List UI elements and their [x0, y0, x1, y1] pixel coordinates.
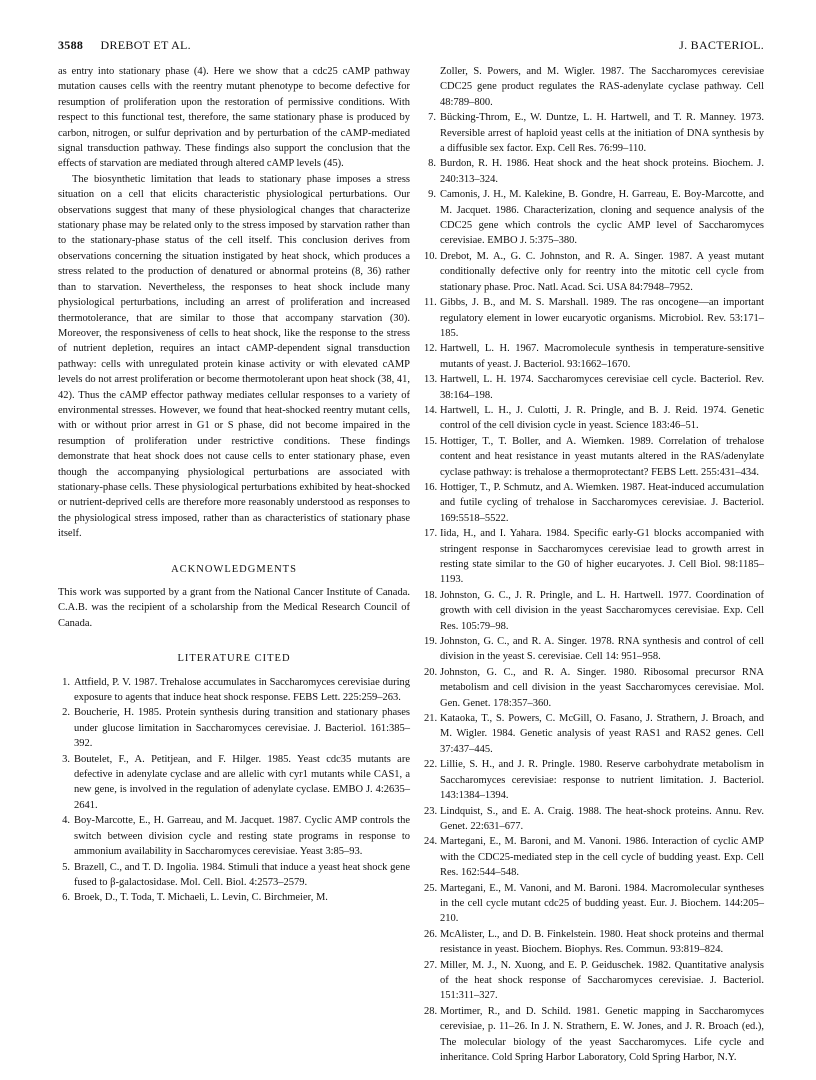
- reference-entry: 28. Mortimer, R., and D. Schild. 1981. Genetic mapping in Saccharomyces cerevisiae, p. 11–26. In J. N. Strathern, E. W. Jones, and J. R. Broach (ed.), The molecular biology of the yeast Saccharomyces. Life cycle and inheritance. Cold Spring Harbor Laboratory, Cold Spring Harbor, N.Y.: [424, 1005, 764, 1063]
- reference-entry: 9. Camonis, J. H., M. Kalekine, B. Gondre, H. Garreau, E. Boy-Marcotte, and M. Jacquet. 1986. Characterization, cloning and sequence analysis of the CDC25 gene which controls the cyclic AMP level of Saccharomyces cerevisiae. EMBO J. 5:375–380.: [428, 189, 764, 247]
- running-header-left: [58, 38, 191, 53]
- reference-entry: 10. Drebot, M. A., G. C. Johnston, and R. A. Singer. 1987. A yeast mutant conditionally defective only for reentry into the mitotic cell cycle from stationary phase. Proc. Natl. Acad. Sci. USA 84:7948–7952.: [424, 250, 764, 293]
- reference-entry: 17. Iida, H., and I. Yahara. 1984. Specific early-G1 blocks accompanied with stringent response in Saccharomyces cerevisiae lead to growth arrest in resting state similar to the G0 of higher eucaryotes. J. Cell Biol. 98:1185–1193.: [424, 528, 764, 586]
- reference-entry: 13. Hartwell, L. H. 1974. Saccharomyces cerevisiae cell cycle. Bacteriol. Rev. 38:164–198.: [424, 374, 764, 401]
- reference-entry: 23. Lindquist, S., and E. A. Craig. 1988. The heat-shock proteins. Annu. Rev. Genet. 22:631–677.: [424, 805, 764, 832]
- reference-entry: 14. Hartwell, L. H., J. Culotti, J. R. Pringle, and B. J. Reid. 1974. Genetic control of the cell division cycle in yeast. Science 183:46–51.: [424, 404, 764, 432]
- reference-entry: 6. Broek, D., T. Toda, T. Michaeli, L. Levin, C. Birchmeier, M.: [62, 892, 328, 904]
- reference-entry: 18. Johnston, G. C., J. R. Pringle, and L. H. Hartwell. 1977. Coordination of growth with cell division in the yeast Saccharomyces cerevisiae. Exp. Cell Res. 105:79–98.: [424, 589, 764, 632]
- left-column: [58, 64, 410, 906]
- reference-entry: 2. Boucherie, H. 1985. Protein synthesis during transition and stationary phases under glucose limitation in Saccharomyces cerevisiae. J. Bacteriol. 161:385–392.: [62, 707, 410, 750]
- reference-list-left: [58, 675, 410, 906]
- reference-entry: 16. Hottiger, T., P. Schmutz, and A. Wiemken. 1987. Heat-induced accumulation and futile cycling of trehalose in Saccharomyces cerevisiae. J. Bacteriol. 169:5518–5522.: [424, 481, 764, 524]
- reference-entry: 7. Bücking-Throm, E., W. Duntze, L. H. Hartwell, and T. R. Manney. 1973. Reversible arrest of haploid yeast cells at the initiation of DNA synthesis by a diffusible sex factor. Exp. Cell Res. 76:99–110.: [428, 112, 764, 155]
- reference-entry: 24. Martegani, E., M. Baroni, and M. Vanoni. 1986. Interaction of cyclic AMP with the CDC25-mediated step in the cell cycle of budding yeast. Exp. Cell Res. 162:544–548.: [424, 836, 764, 879]
- reference-entry: 11. Gibbs, J. B., and M. S. Marshall. 1989. The ras oncogene—an important regulatory element in lower eucaryotic organisms. Microbiol. Rev. 53:171–185.: [424, 297, 764, 339]
- reference-entry: 25. Martegani, E., M. Vanoni, and M. Baroni. 1984. Macromolecular syntheses in the cell cycle mutant cdc25 of budding yeast. Eur. J. Biochem. 144:205–210.: [424, 882, 764, 925]
- body-paragraph: The biosynthetic limitation that leads to stationary phase imposes a stress situation on a cell that elicits characteristic physiological perturbations. Our observations suggest that many of these physiological changes that characterize stationary phase may be related only to the stress imposed by starvation rather than to the stationary-phase status of the cell itself. This conclusion derives from observations concerning the situation instigated by heat shock, which produces a stress related to the production of denatured or abnormal proteins (8, 36) rather than to starvation. Nevertheless, the responses to heat shock include many physiological perturbations, including an arrest of proliferation and increased thermotolerance, that are similar to those that accompany starvation (30). Moreover, the responsiveness of cells to heat shock, like the response to the stress of nutrient depletion, requires an intact cAMP-dependent signal transduction pathway: cells with unregulated protein kinase activity or with elevated cAMP levels do not arrest proliferation or become thermotolerant upon heat shock (38, 41, 42). Thus the cAMP effector pathway mediates cellular responses to a variety of environmental stresses. However, we found that heat-shocked reentry mutant cells, with or without prior arrest in G1 or S phase, did not become impaired in the resumption of proliferation under restrictive conditions. These findings demonstrate that heat shock does not cause cells to enter stationary phase, even though the accompanying physiological perturbations are associated with stationary-phase cells. These physiological perturbations exhibited by heat-shocked or nutrient-deprived cells are therefore more reasonably understood as responses to the physiological stress imposed, rather than as characteristics of stationary phase itself.: [58, 173, 410, 540]
- reference-entry: 4. Boy-Marcotte, E., H. Garreau, and M. Jacquet. 1987. Cyclic AMP controls the switch between division cycle and resting state programs in response to ammonium availability in Saccharomyces cerevisiae. Yeast 3:85–93.: [62, 815, 410, 858]
- reference-entry: 27. Miller, M. J., N. Xuong, and E. P. Geiduschek. 1982. Quantitative analysis of the heat shock response of Saccharomyces cerevisiae. J. Bacteriol. 151:311–327.: [424, 959, 764, 1002]
- reference-entry: 22. Lillie, S. H., and J. R. Pringle. 1980. Reserve carbohydrate metabolism in Saccharomyces cerevisiae: response to nutrient limitation. J. Bacteriol. 143:1384–1394.: [424, 759, 764, 802]
- page-number: 3588: [58, 38, 84, 52]
- reference-entry: 26. McAlister, L., and D. B. Finkelstein. 1980. Heat shock proteins and thermal resistance in yeast. Biochem. Biophys. Res. Commun. 93:819–824.: [424, 928, 764, 956]
- running-authors: DREBOT ET AL.: [100, 38, 191, 52]
- reference-entry: 3. Boutelet, F., A. Petitjean, and F. Hilger. 1985. Yeast cdc35 mutants are defective in adenylate cyclase and are allelic with cyr1 mutants while CAS1, a new gene, is involved in the regulation of adenylate cyclase. EMBO J. 4:2635–2641.: [62, 753, 410, 811]
- reference-entry: 1. Attfield, P. V. 1987. Trehalose accumulates in Saccharomyces cerevisiae during exposure to agents that induce heat shock response. FEBS Lett. 225:259–263.: [62, 676, 410, 704]
- reference-entry: 15. Hottiger, T., T. Boller, and A. Wiemken. 1989. Correlation of trehalose content and heat resistance in yeast mutants altered in the RAS/adenylate cyclase pathway: is trehalose a thermoprotectant? FEBS Lett. 255:431–434.: [424, 435, 764, 478]
- acknowledgments-heading: ACKNOWLEDGMENTS: [171, 563, 297, 575]
- reference-continuation: Zoller, S. Powers, and M. Wigler. 1987. The Saccharomyces cerevisiae CDC25 gene product regulates the RAS-adenylate cyclase pathway. Cell 48:789–800.: [440, 66, 764, 108]
- reference-entry: 21. Kataoka, T., S. Powers, C. McGill, O. Fasano, J. Strathern, J. Broach, and M. Wigler. 1984. Genetic analysis of yeast RAS1 and RAS2 genes. Cell 37:437–445.: [424, 713, 764, 755]
- reference-entry: 5. Brazell, C., and T. D. Ingolia. 1984. Stimuli that induce a yeast heat shock gene fused to β-galactosidase. Mol. Cell. Biol. 4:2573–2579.: [62, 861, 410, 888]
- literature-heading: LITERATURE CITED: [177, 653, 291, 665]
- acknowledgments-text: This work was supported by a grant from the National Cancer Institute of Canada. C.A.B. was the recipient of a scholarship from the Medical Research Council of Canada.: [58, 587, 410, 629]
- reference-entry: 12. Hartwell, L. H. 1967. Macromolecule synthesis in temperature-sensitive mutants of yeast. J. Bacteriol. 93:1662–1670.: [424, 343, 764, 370]
- reference-entry: 19. Johnston, G. C., and R. A. Singer. 1978. RNA synthesis and control of cell division in the yeast S. cerevisiae. Cell 14: 951–958.: [424, 636, 764, 663]
- reference-entry: 20. Johnston, G. C., and R. A. Singer. 1980. Ribosomal precursor RNA metabolism and cell division in the yeast Saccharomyces cerevisiae. Mol. Gen. Genet. 178:357–360.: [424, 666, 764, 709]
- body-paragraph: as entry into stationary phase (4). Here we show that a cdc25 cAMP pathway mutation causes cells with the reentry mutant phenotype to become defective for resumption of proliferation upon the restoration of permissive conditions. With respect to this functional test, therefore, the same stationary phase is produced by carbon, nitrogen, or sulfur deprivation and by perturbation of the cAMP-mediated signal transduction pathway. These findings also support the conclusion that the effects of starvation are mediated through altered cAMP levels (45).: [58, 66, 410, 170]
- reference-list-right: [424, 64, 764, 1065]
- right-column: [424, 64, 764, 1065]
- running-journal: J. BACTERIOL.: [679, 38, 764, 52]
- reference-entry: 8. Burdon, R. H. 1986. Heat shock and the heat shock proteins. Biochem. J. 240:313–324.: [428, 158, 764, 185]
